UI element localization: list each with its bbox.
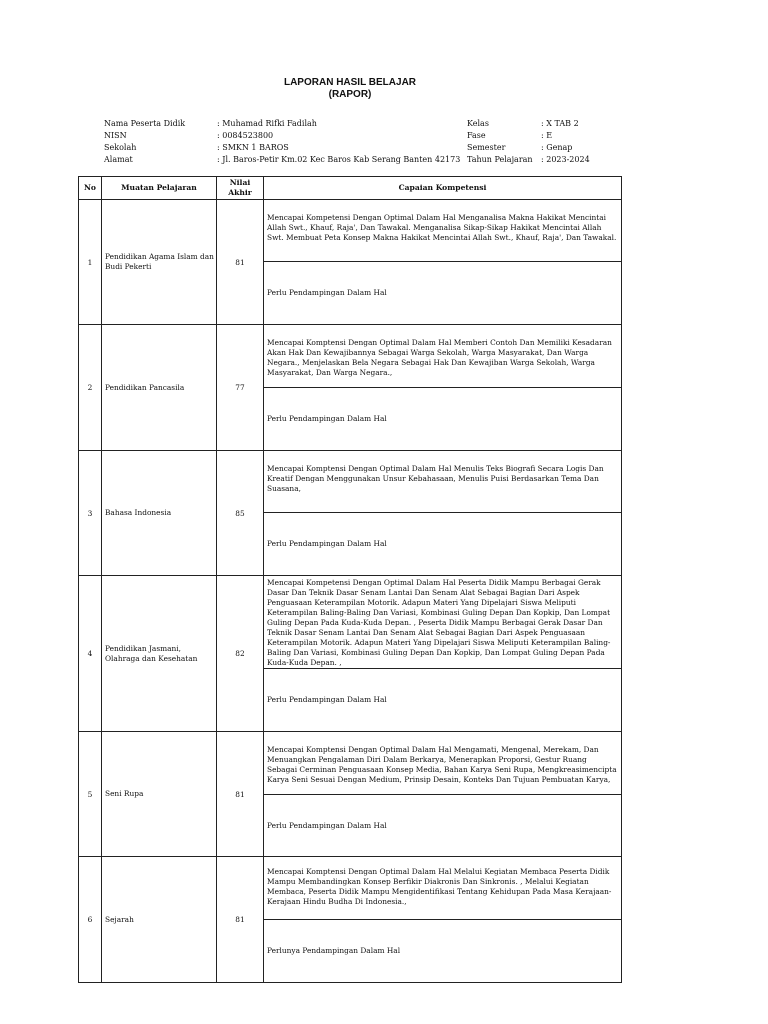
table-header-row bbox=[79, 177, 622, 200]
achievement-text: Mencapai Komptensi Dengan Optimal Dalam Hal Menulis Teks Biografi Secara Logis Dan Kreatif Dengan Menggunakan Unsur Kebahasaan, Menulis Puisi Berdasarkan Tema Dan Suasana, bbox=[264, 451, 622, 513]
report-title: LAPORAN HASIL BELAJAR bbox=[283, 77, 417, 88]
achievement-text: Mencapai Komptensi Dengan Optimal Dalam Hal Memberi Contoh Dan Memiliki Kesadaran Akan Hak Dan Kewajibannya Sebagai Warga Sekolah, Warga Masyarakat, Dan Warga Negara., Menjelaskan Bela Negara Sebagai Hak Dan Kewajiban Warga Sekolah, Warga Masyarakat, Dan Warga Negara., bbox=[264, 325, 622, 388]
row-number: 1 bbox=[79, 200, 102, 325]
row-number: 4 bbox=[79, 576, 102, 732]
header-score: Nilai Akhir bbox=[217, 177, 264, 200]
info-label: Tahun Pelajaran bbox=[467, 155, 533, 164]
row-number: 2 bbox=[79, 325, 102, 451]
subject-name: Seni Rupa bbox=[102, 732, 217, 857]
info-value: : E bbox=[541, 131, 553, 140]
guidance-text: Perlu Pendampingan Dalam Hal bbox=[264, 513, 622, 576]
achievement-text: Mencapai Kompetensi Dengan Optimal Dalam Hal Menganalisa Makna Hakikat Mencintai Allah Swt., Khauf, Raja', Dan Tawakal. Menganalisa Sikap-Sikap Hakikat Mencintai Allah Swt. Membuat Peta Konsep Makna Hakikat Mencintai Allah Swt., Khauf, Raja', Dan Tawakal. bbox=[264, 200, 622, 262]
info-label: Nama Peserta Didik bbox=[104, 119, 186, 128]
info-label: Fase bbox=[467, 131, 486, 140]
header-competency: Capaian Kompetensi bbox=[264, 177, 622, 200]
subject-name: Sejarah bbox=[102, 857, 217, 983]
info-label: Kelas bbox=[467, 119, 489, 128]
info-value: : 0084523800 bbox=[217, 131, 274, 140]
achievement-text: Mencapai Kompetensi Dengan Optimal Dalam Hal Peserta Didik Mampu Berbagai Gerak Dasar Dan Teknik Dasar Senam Lantai Dan Senam Alat Sebagai Bagian Dari Aspek Penguasaan Keterampilan Motorik. Adapun Materi Yang Dipelajari Siswa Meliputi Keterampilan Baling-Baling Dan Variasi, Kombinasi Guling Depan Dan Kopkip, Dan Lompat Guling Depan Pada Kuda-Kuda Depan. , Peserta Didik Mampu Berbagai Gerak Dasar Dan Teknik Dasar Senam Lantai Dan Senam Alat Sebagai Bagian Dari Aspek Penguasaan Keterampilan Motorik. Adapun Materi Yang Dipelajari Siswa Meliputi Keterampilan Baling-Baling Dan Variasi, Kombinasi Guling Depan Dan Kopkip, Dan Lompat Guling Depan Pada Kuda-Kuda Depan. , bbox=[264, 576, 622, 669]
final-score: 81 bbox=[217, 857, 264, 983]
guidance-text: Perlu Pendampingan Dalam Hal bbox=[264, 795, 622, 857]
table-row bbox=[79, 857, 622, 920]
report-subtitle: (RAPOR) bbox=[328, 89, 372, 100]
info-row-address bbox=[104, 154, 460, 166]
info-value: : X TAB 2 bbox=[541, 119, 579, 128]
info-row-semester bbox=[467, 142, 590, 154]
final-score: 82 bbox=[217, 576, 264, 732]
guidance-text: Perlunya Pendampingan Dalam Hal bbox=[264, 920, 622, 983]
table-row bbox=[79, 576, 622, 669]
info-row-class bbox=[467, 118, 590, 130]
row-number: 3 bbox=[79, 451, 102, 576]
info-row-school bbox=[104, 142, 460, 154]
table-row bbox=[79, 325, 622, 388]
header-subject: Muatan Pelajaran bbox=[102, 177, 217, 200]
table-row bbox=[79, 200, 622, 262]
table-row bbox=[79, 451, 622, 513]
achievement-text: Mencapai Komptensi Dengan Optimal Dalam Hal Melalui Kegiatan Membaca Peserta Didik Mampu Membandingkan Konsep Berfikir Diakronis Dan Sinkronis. , Melalui Kegiatan Membaca, Peserta Didik Mampu Mengidentifikasi Tentang Kehidupan Pada Masa Kerajaan-Kerajaan Hindu Budha Di Indonesia., bbox=[264, 857, 622, 920]
subject-name: Pendidikan Agama Islam dan Budi Pekerti bbox=[102, 200, 217, 325]
info-row-phase bbox=[467, 130, 590, 142]
info-label: NISN bbox=[104, 131, 127, 140]
final-score: 81 bbox=[217, 200, 264, 325]
final-score: 85 bbox=[217, 451, 264, 576]
subject-name: Bahasa Indonesia bbox=[102, 451, 217, 576]
subject-name: Pendidikan Jasmani, Olahraga dan Kesehatan bbox=[102, 576, 217, 732]
info-value: : Jl. Baros-Petir Km.02 Kec Baros Kab Serang Banten 42173 bbox=[217, 155, 461, 164]
header-no: No bbox=[79, 177, 102, 200]
info-label: Semester bbox=[467, 143, 506, 152]
grades-table bbox=[78, 176, 622, 983]
row-number: 5 bbox=[79, 732, 102, 857]
student-info-right bbox=[467, 118, 590, 166]
guidance-text: Perlu Pendampingan Dalam Hal bbox=[264, 388, 622, 451]
guidance-text: Perlu Pendampingan Dalam Hal bbox=[264, 669, 622, 732]
subject-name: Pendidikan Pancasila bbox=[102, 325, 217, 451]
student-info-left bbox=[104, 118, 460, 166]
guidance-text: Perlu Pendampingan Dalam Hal bbox=[264, 262, 622, 325]
info-label: Sekolah bbox=[104, 143, 137, 152]
info-row-nisn bbox=[104, 130, 460, 142]
info-value: : Genap bbox=[541, 143, 573, 152]
info-value: : Muhamad Rifki Fadilah bbox=[217, 119, 317, 128]
info-row-name bbox=[104, 118, 460, 130]
final-score: 77 bbox=[217, 325, 264, 451]
final-score: 81 bbox=[217, 732, 264, 857]
achievement-text: Mencapai Komptensi Dengan Optimal Dalam Hal Mengamati, Mengenal, Merekam, Dan Menuangkan Pengalaman Diri Dalam Berkarya, Menerapkan Proporsi, Gestur Ruang Sebagai Cerminan Penguasaan Konsep Media, Bahan Karya Seni Rupa, Mengkreasimencipta Karya Seni Sesuai Dengan Medium, Prinsip Desain, Konteks Dan Tujuan Pembuatan Karya, bbox=[264, 732, 622, 795]
table-row bbox=[79, 732, 622, 795]
info-label: Alamat bbox=[104, 155, 133, 164]
info-value: : 2023-2024 bbox=[541, 155, 590, 164]
info-value: : SMKN 1 BAROS bbox=[217, 143, 289, 152]
row-number: 6 bbox=[79, 857, 102, 983]
info-row-year bbox=[467, 154, 590, 166]
